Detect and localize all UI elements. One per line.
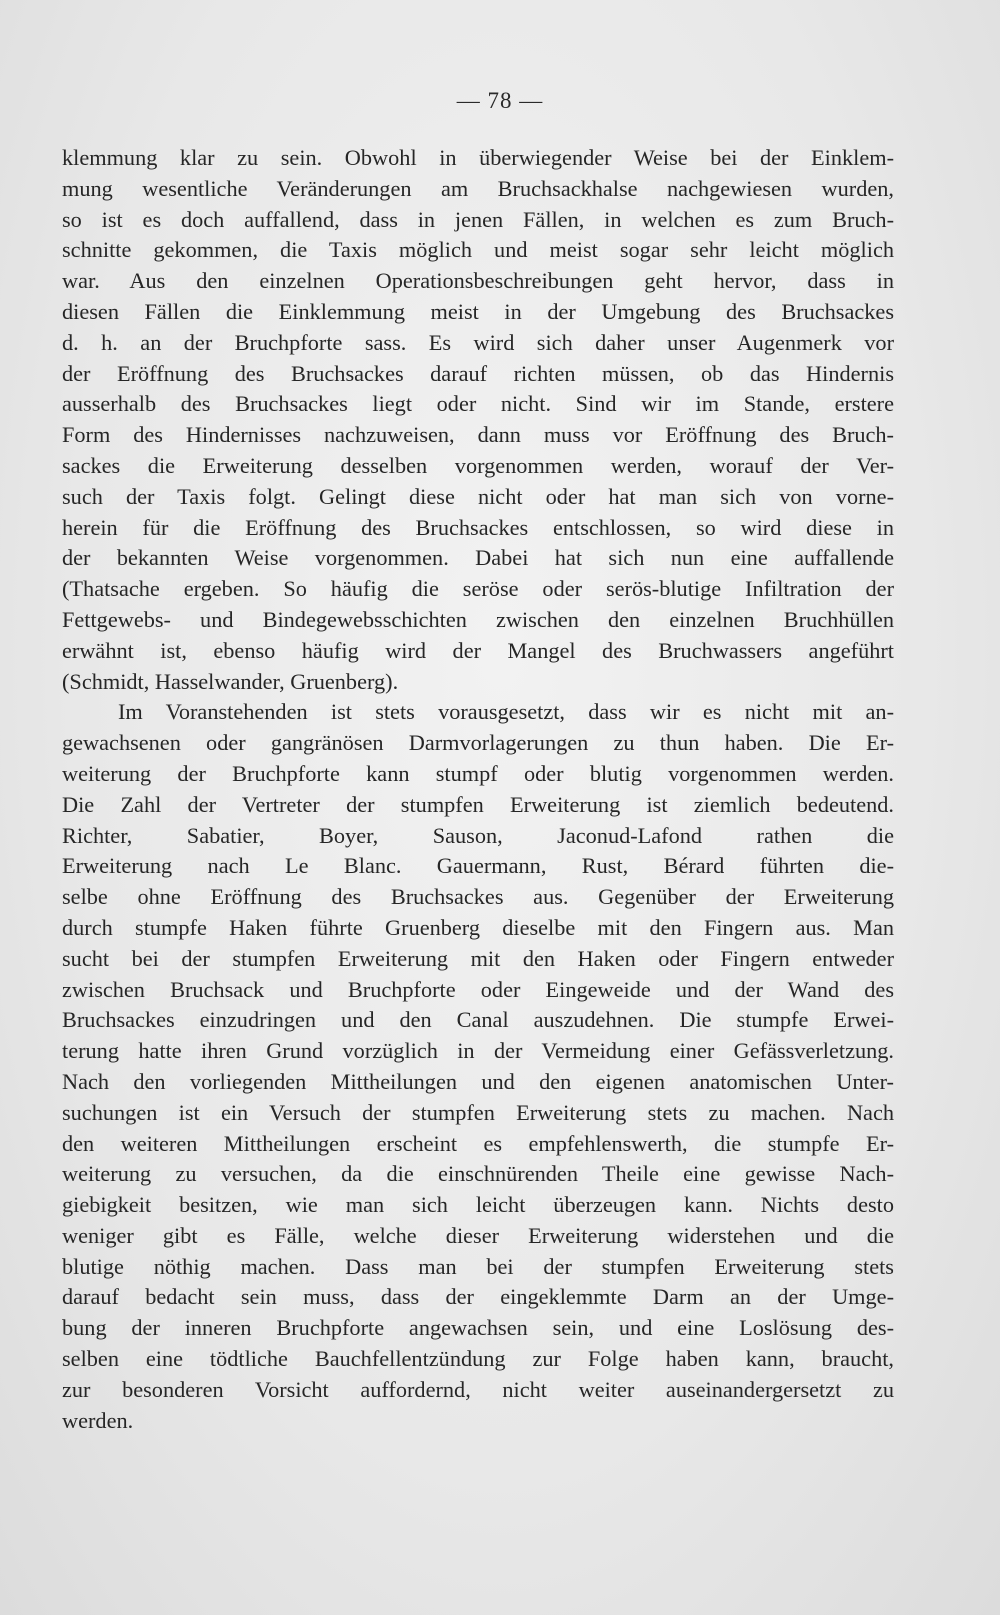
text-line: klemmung klar zu sein. Obwohl in überwiegender Weise bei der Einklem-	[62, 145, 894, 170]
text-line: d. h. an der Bruchpforte sass. Es wird sich daher unser Augenmerk vor	[62, 329, 894, 355]
text-line: terung hatte ihren Grund vorzüglich in der Vermeidung einer Gefässverletzung.	[62, 1038, 894, 1064]
text-line: weniger gibt es Fälle, welche dieser Erweiterung widerstehen und die	[62, 1222, 894, 1248]
text-line: mung wesentliche Veränderungen am Bruchsackhalse nachgewiesen wurden,	[62, 175, 894, 201]
text-line: Die Zahl der Vertreter der stumpfen Erweiterung ist ziemlich bedeutend.	[62, 791, 894, 817]
text-line: blutige nöthig machen. Dass man bei der stumpfen Erweiterung stets	[62, 1253, 894, 1279]
text-line: der Eröffnung des Bruchsackes darauf richten müssen, ob das Hindernis	[62, 360, 894, 386]
text-line: Richter, Sabatier, Boyer, Sauson, Jaconud-Lafond rathen die	[62, 822, 894, 848]
text-line: war. Aus den einzelnen Operationsbeschreibungen geht hervor, dass in	[62, 268, 894, 294]
text-line: so ist es doch auffallend, dass in jenen Fällen, in welchen es zum Bruch-	[62, 206, 894, 232]
text-line: Fettgewebs- und Bindegewebsschichten zwischen den einzelnen Bruchhüllen	[62, 606, 894, 632]
text-line: Bruchsackes einzudringen und den Canal auszudehnen. Die stumpfe Erwei-	[62, 1007, 894, 1033]
text-line: sucht bei der stumpfen Erweiterung mit den Haken oder Fingern entweder	[62, 945, 894, 971]
text-line: ausserhalb des Bruchsackes liegt oder nicht. Sind wir im Stande, erstere	[62, 391, 894, 417]
text-line: zur besonderen Vorsicht auffordernd, nicht weiter auseinandergersetzt zu	[62, 1376, 894, 1402]
text-line: suchungen ist ein Versuch der stumpfen Erweiterung stets zu machen. Nach	[62, 1099, 894, 1125]
text-line: werden.	[62, 1407, 134, 1433]
text-line: herein für die Eröffnung des Bruchsackes entschlossen, so wird diese in	[62, 514, 894, 540]
text-line: diesen Fällen die Einklemmung meist in der Umgebung des Bruchsackes	[62, 298, 894, 324]
text-line: (Thatsache ergeben. So häufig die seröse oder serös-blutige Infiltration der	[62, 576, 894, 602]
text-line: darauf bedacht sein muss, dass der eingeklemmte Darm an der Umge-	[62, 1284, 894, 1310]
text-line: durch stumpfe Haken führte Gruenberg dieselbe mit den Fingern aus. Man	[62, 914, 894, 940]
text-line: erwähnt ist, ebenso häufig wird der Mangel des Bruchwassers angeführt	[62, 637, 894, 663]
text-line: sackes die Erweiterung desselben vorgenommen werden, worauf der Ver-	[62, 452, 894, 478]
text-line: weiterung zu versuchen, da die einschnürenden Theile eine gewisse Nach-	[62, 1161, 894, 1187]
text-line: bung der inneren Bruchpforte angewachsen sein, und eine Loslösung des-	[62, 1315, 894, 1341]
text-line: zwischen Bruchsack und Bruchpforte oder Eingeweide und der Wand des	[62, 976, 894, 1002]
text-line: Nach den vorliegenden Mittheilungen und den eigenen anatomischen Unter-	[62, 1068, 894, 1094]
text-line: schnitte gekommen, die Taxis möglich und meist sogar sehr leicht möglich	[62, 237, 894, 263]
text-line: (Schmidt, Hasselwander, Gruenberg).	[62, 668, 399, 694]
page-number: — 78 —	[456, 88, 544, 113]
text-line: giebigkeit besitzen, wie man sich leicht überzeugen kann. Nichts desto	[62, 1192, 894, 1218]
body-text	[62, 143, 894, 1436]
text-line: gewachsenen oder gangränösen Darmvorlagerungen zu thun haben. Die Er-	[62, 730, 894, 756]
text-line: weiterung der Bruchpforte kann stumpf oder blutig vorgenommen werden.	[62, 760, 894, 786]
text-line: den weiteren Mittheilungen erscheint es empfehlenswerth, die stumpfe Er-	[62, 1130, 894, 1156]
text-line: Erweiterung nach Le Blanc. Gauermann, Rust, Bérard führten die-	[62, 853, 894, 879]
text-line: Im Voranstehenden ist stets vorausgesetzt, dass wir es nicht mit an-	[118, 699, 894, 725]
text-line: der bekannten Weise vorgenommen. Dabei hat sich nun eine auffallende	[62, 545, 894, 571]
text-line: selben eine tödtliche Bauchfellentzündung zur Folge haben kann, braucht,	[62, 1346, 894, 1372]
text-line: selbe ohne Eröffnung des Bruchsackes aus. Gegenüber der Erweiterung	[62, 884, 894, 910]
text-line: such der Taxis folgt. Gelingt diese nicht oder hat man sich von vorne-	[62, 483, 894, 509]
text-line: Form des Hindernisses nachzuweisen, dann muss vor Eröffnung des Bruch-	[62, 422, 894, 448]
